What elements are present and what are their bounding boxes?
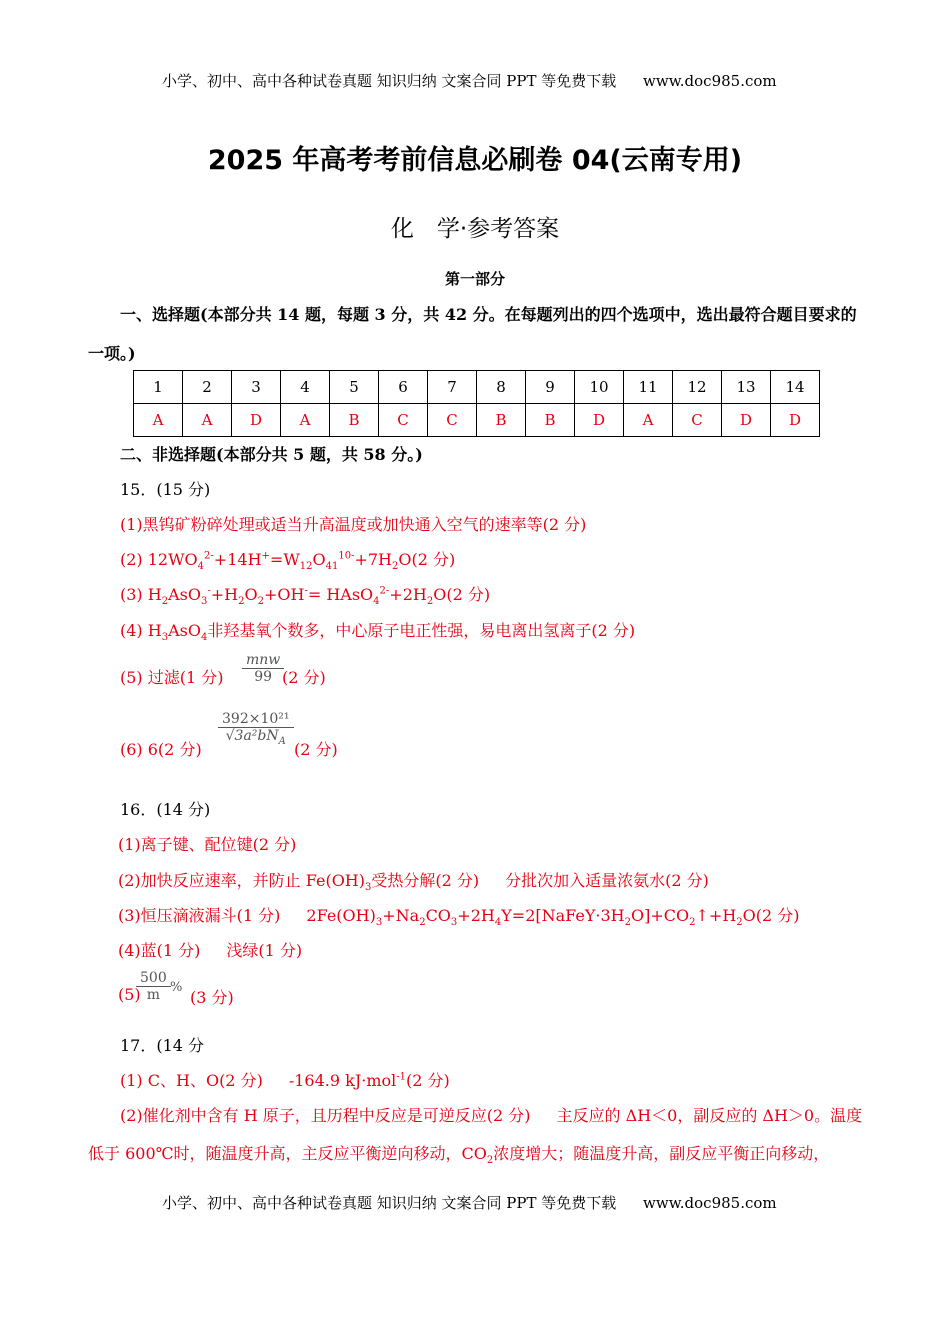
- table-cell: D: [771, 404, 820, 437]
- table-cell: 4: [281, 371, 330, 404]
- answer-table-answers: [134, 404, 820, 437]
- table-cell: A: [624, 404, 673, 437]
- q15-answer-6-score: (2 分): [294, 740, 338, 759]
- table-cell: 8: [477, 371, 526, 404]
- table-cell: B: [477, 404, 526, 437]
- section1-line1: 一、选择题(本部分共 14 题，每题 3 分，共 42 分。在每题列出的四个选项中，选出最符合题目要求的: [120, 305, 857, 324]
- q16-answer-3: (3)恒压滴液漏斗(1 分) $2Fe(OH)_3+Na_2CO_3+2H_4Y=2[NaFeY\cdot 3H_2O]+CO_2↑+H_2O(2$ 分): [118, 906, 800, 929]
- page-subtitle: 化 学·参考答案: [390, 216, 560, 242]
- table-cell: A: [134, 404, 183, 437]
- q17-answer-1: (1) C、H、O(2 分) -164.9 kJ·mol$^{-1}$(2 分): [120, 1071, 450, 1090]
- table-cell: 10: [575, 371, 624, 404]
- q15-answer-3: (3) $H_2AsO_3^-+H_2O_2+OH^-=$ $HAsO_4^{2-}+2H_2O(2$ 分): [120, 585, 491, 608]
- part-heading: 第一部分: [444, 270, 505, 288]
- q15-heading: 15．(15 分): [120, 480, 211, 499]
- q16-answer-5-label: (5): [118, 985, 141, 1004]
- q16-answer-2: (2)加快反应速率，并防止 $Fe(OH)_3$受热分解(2 分) 分批次加入适量浓氨水(2 分): [118, 871, 709, 894]
- q15-answer-2: (2) $12WO_4^{2-}+14H^+=W_{12}O_{41}^{10-}+7H_2O(2$ 分): [120, 550, 456, 573]
- table-cell: B: [330, 404, 379, 437]
- q16-heading: 16．(14 分): [120, 800, 211, 819]
- answer-table-numbers: [134, 371, 820, 404]
- footer-text: 小学、初中、高中各种试卷真题 知识归纳 文案合同 PPT 等免费下载: [162, 1194, 617, 1212]
- table-cell: D: [722, 404, 771, 437]
- footer-site: www.doc985.com: [643, 1194, 777, 1212]
- table-cell: D: [575, 404, 624, 437]
- q16-answer-5-score: (3 分): [190, 988, 234, 1007]
- table-cell: C: [673, 404, 722, 437]
- section1-line2: 一项。): [88, 344, 136, 363]
- table-cell: 5: [330, 371, 379, 404]
- table-cell: D: [232, 404, 281, 437]
- q15-answer-5-fraction: mnw 99: [242, 652, 284, 685]
- page-header: [162, 70, 777, 91]
- q15-answer-5-label: (5) 过滤(1 分): [120, 668, 224, 687]
- q17-answer-2-line1: (2)催化剂中含有 H 原子，且历程中反应是可逆反应(2 分) 主反应的 ΔH＜0，副反应的 ΔH＞0。温度: [120, 1106, 863, 1125]
- q15-answer-5-score: (2 分): [282, 668, 326, 687]
- table-cell: 1: [134, 371, 183, 404]
- table-cell: C: [428, 404, 477, 437]
- q15-answer-4: (4) $H_3AsO_4$非羟基氧个数多，中心原子电正性强，易电离出氢离子(2 分): [120, 621, 636, 644]
- table-cell: B: [526, 404, 575, 437]
- table-cell: 13: [722, 371, 771, 404]
- table-cell: 6: [379, 371, 428, 404]
- q16-answer-5-fraction: $\frac{500}{m}$: [136, 970, 171, 1003]
- q16-answer-5-percent: %: [170, 980, 183, 995]
- q15-answer-6-fraction: 392×10²¹ $√3a^2bN_A$: [218, 711, 294, 747]
- page-footer: [162, 1192, 777, 1213]
- table-cell: 14: [771, 371, 820, 404]
- table-cell: 7: [428, 371, 477, 404]
- table-cell: 9: [526, 371, 575, 404]
- section2-heading: 二、非选择题(本部分共 5 题，共 58 分。): [120, 445, 423, 464]
- table-cell: 2: [183, 371, 232, 404]
- answer-table: [133, 370, 820, 437]
- table-cell: 3: [232, 371, 281, 404]
- q15-answer-1: (1)黑钨矿粉碎处理或适当升高温度或加快通入空气的速率等(2 分): [120, 515, 587, 534]
- q17-heading: 17．(14 分: [120, 1036, 205, 1055]
- page-title: 2025 年高考考前信息必刷卷 04(云南专用): [207, 145, 743, 176]
- q15-answer-6-label: (6) 6(2 分): [120, 740, 202, 759]
- table-cell: 12: [673, 371, 722, 404]
- header-site: www.doc985.com: [643, 72, 777, 90]
- table-cell: C: [379, 404, 428, 437]
- table-cell: A: [281, 404, 330, 437]
- q16-answer-1: (1)离子键、配位键(2 分): [118, 835, 297, 854]
- q16-answer-4: (4)蓝(1 分) 浅绿(1 分): [118, 941, 303, 960]
- table-cell: A: [183, 404, 232, 437]
- header-text: 小学、初中、高中各种试卷真题 知识归纳 文案合同 PPT 等免费下载: [162, 72, 617, 90]
- table-cell: 11: [624, 371, 673, 404]
- q17-answer-2-line2: 低于 600℃时，随温度升高，主反应平衡逆向移动，$CO_2$浓度增大；随温度升高，副反应平衡正向移动，: [88, 1144, 830, 1167]
